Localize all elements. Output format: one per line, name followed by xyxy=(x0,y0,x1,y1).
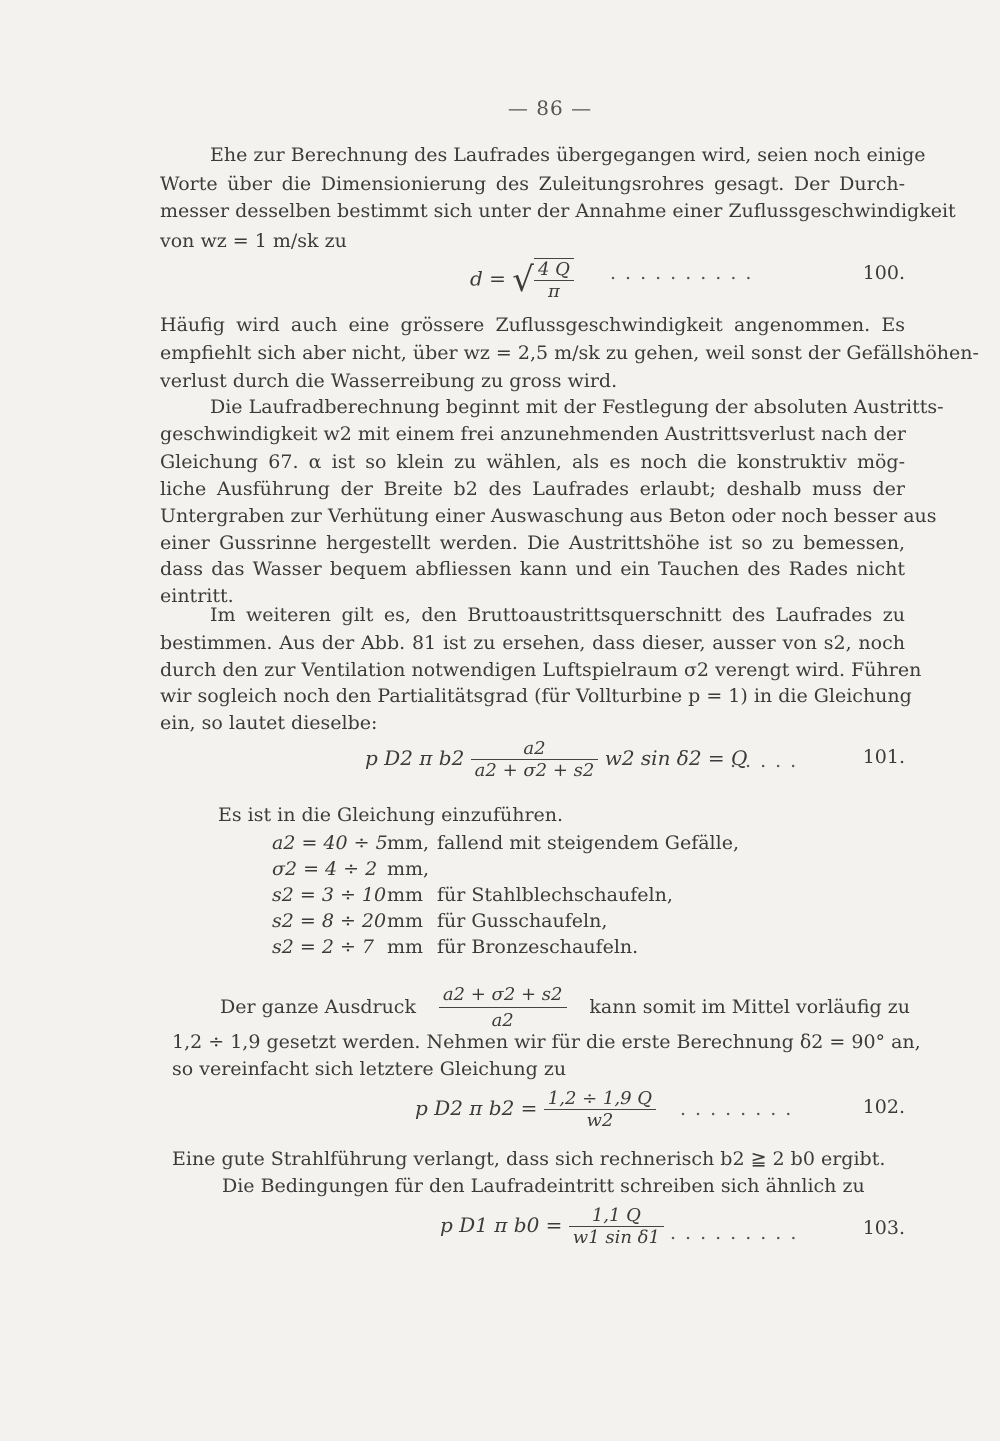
list-item: s2 = 8 ÷ 20mm für Gusschaufeln, xyxy=(272,910,608,932)
list-item: σ2 = 4 ÷ 2 mm, xyxy=(272,858,430,880)
leader-dots: .......... xyxy=(610,262,761,284)
page-number: — 86 — xyxy=(507,96,593,120)
eq101-denominator: a2 + σ2 + s2 xyxy=(474,760,595,781)
eq103-lhs: p D1 π b0 = xyxy=(440,1213,563,1237)
eq101-lhs: p D2 π b2 xyxy=(365,746,465,770)
text-line: Worte über die Dimensionierung des Zuleitungsrohres gesagt. Der Durch- xyxy=(160,173,905,195)
text-line: Gleichung 67. α ist so klein zu wählen, als es noch die konstruktiv mög- xyxy=(160,451,905,473)
leader-dots: ..... xyxy=(730,750,806,772)
text-line: durch den zur Ventilation notwendigen Luftspielraum σ2 verengt wird. Führen xyxy=(160,659,922,681)
eq101-numerator: a2 xyxy=(471,738,599,760)
equation-number: 103. xyxy=(862,1217,905,1239)
list-item: s2 = 2 ÷ 7 mm für Bronzeschaufeln. xyxy=(272,936,639,958)
text-line-with-fraction xyxy=(220,982,910,1033)
text-line: 1,2 ÷ 1,9 gesetzt werden. Nehmen wir für die erste Berechnung δ2 = 90° an, xyxy=(172,1031,921,1053)
text-line: so vereinfacht sich letztere Gleichung zu xyxy=(172,1058,567,1080)
equation-102 xyxy=(415,1088,656,1131)
text-line: wir sogleich noch den Partialitätsgrad (für Vollturbine p = 1) in die Gleichung xyxy=(160,685,912,707)
text-fragment: Der ganze Ausdruck xyxy=(220,996,416,1018)
equation-103 xyxy=(440,1205,664,1248)
text-line: liche Ausführung der Breite b2 des Laufrades erlaubt; deshalb muss der xyxy=(160,478,905,500)
eq100-denominator: π xyxy=(548,281,560,302)
equation-number: 102. xyxy=(862,1096,905,1118)
text-line: einer Gussrinne hergestellt werden. Die Austrittshöhe ist so zu bemessen, xyxy=(160,532,905,554)
eq100-lhs: d = xyxy=(470,266,506,291)
leader-dots: ........ xyxy=(680,1098,801,1120)
text-line: Die Bedingungen für den Laufradeintritt schreiben sich ähnlich zu xyxy=(222,1175,865,1197)
equation-number: 100. xyxy=(862,262,905,284)
list-item: a2 = 40 ÷ 5mm, fallend mit steigendem Gefälle, xyxy=(272,832,739,854)
text-line: dass das Wasser bequem abfliessen kann und ein Tauchen des Rades nicht xyxy=(160,558,905,580)
equation-100: d = √ $\frac{4 Q}{\pi}$ xyxy=(470,258,574,302)
equation-number: 101. xyxy=(862,746,905,768)
text-line: von wz = 1 m/sk zu xyxy=(160,230,347,252)
text-line: Häufig wird auch eine grössere Zuflussgeschwindigkeit angenommen. Es xyxy=(160,314,905,336)
values-list xyxy=(272,830,739,960)
text-line: Es ist in die Gleichung einzuführen. xyxy=(218,804,564,826)
list-item: s2 = 3 ÷ 10mm für Stahlblechschaufeln, xyxy=(272,884,673,906)
text-line: geschwindigkeit w2 mit einem frei anzunehmenden Austrittsverlust nach der xyxy=(160,423,907,445)
text-line: eintritt. xyxy=(160,585,234,607)
eq102-numerator: 1,2 ÷ 1,9 Q xyxy=(544,1088,656,1110)
text-line: messer desselben bestimmt sich unter der Annahme einer Zuflussgeschwindigkeit xyxy=(160,200,956,222)
eq103-denominator: w1 sin δ1 xyxy=(572,1227,660,1248)
text-line: Im weiteren gilt es, den Bruttoaustrittsquerschnitt des Laufrades zu xyxy=(210,604,905,626)
eq101-rhs: w2 sin δ2 = Q xyxy=(604,746,748,770)
text-line: Eine gute Strahlführung verlangt, dass sich rechnerisch b2 ≧ 2 b0 ergibt. xyxy=(172,1148,886,1170)
text-line: Die Laufradberechnung beginnt mit der Festlegung der absoluten Austritts- xyxy=(210,396,944,418)
inline-frac-numerator: a2 + σ2 + s2 xyxy=(439,982,567,1008)
text-line: empfiehlt sich aber nicht, über wz = 2,5 m/sk zu gehen, weil sonst der Gefällshöhen- xyxy=(160,342,979,364)
leader-dots: ......... xyxy=(670,1222,806,1244)
text-line: Untergraben zur Verhütung einer Auswaschung aus Beton oder noch besser aus xyxy=(160,505,937,527)
eq102-denominator: w2 xyxy=(586,1110,614,1131)
eq102-lhs: p D2 π b2 = xyxy=(415,1096,538,1120)
text-fragment: kann somit im Mittel vorläufig zu xyxy=(589,996,910,1018)
text-line: verlust durch die Wasserreibung zu gross wird. xyxy=(160,370,618,392)
text-line: bestimmen. Aus der Abb. 81 ist zu ersehen, dass dieser, ausser von s2, noch xyxy=(160,632,905,654)
equation-101 xyxy=(365,738,747,781)
text-line: Ehe zur Berechnung des Laufrades übergegangen wird, seien noch einige xyxy=(210,144,926,166)
inline-frac-denominator: a2 xyxy=(491,1010,514,1031)
eq103-numerator: 1,1 Q xyxy=(569,1205,664,1227)
eq100-numerator: 4 Q xyxy=(534,259,574,281)
text-line: ein, so lautet dieselbe: xyxy=(160,712,378,734)
